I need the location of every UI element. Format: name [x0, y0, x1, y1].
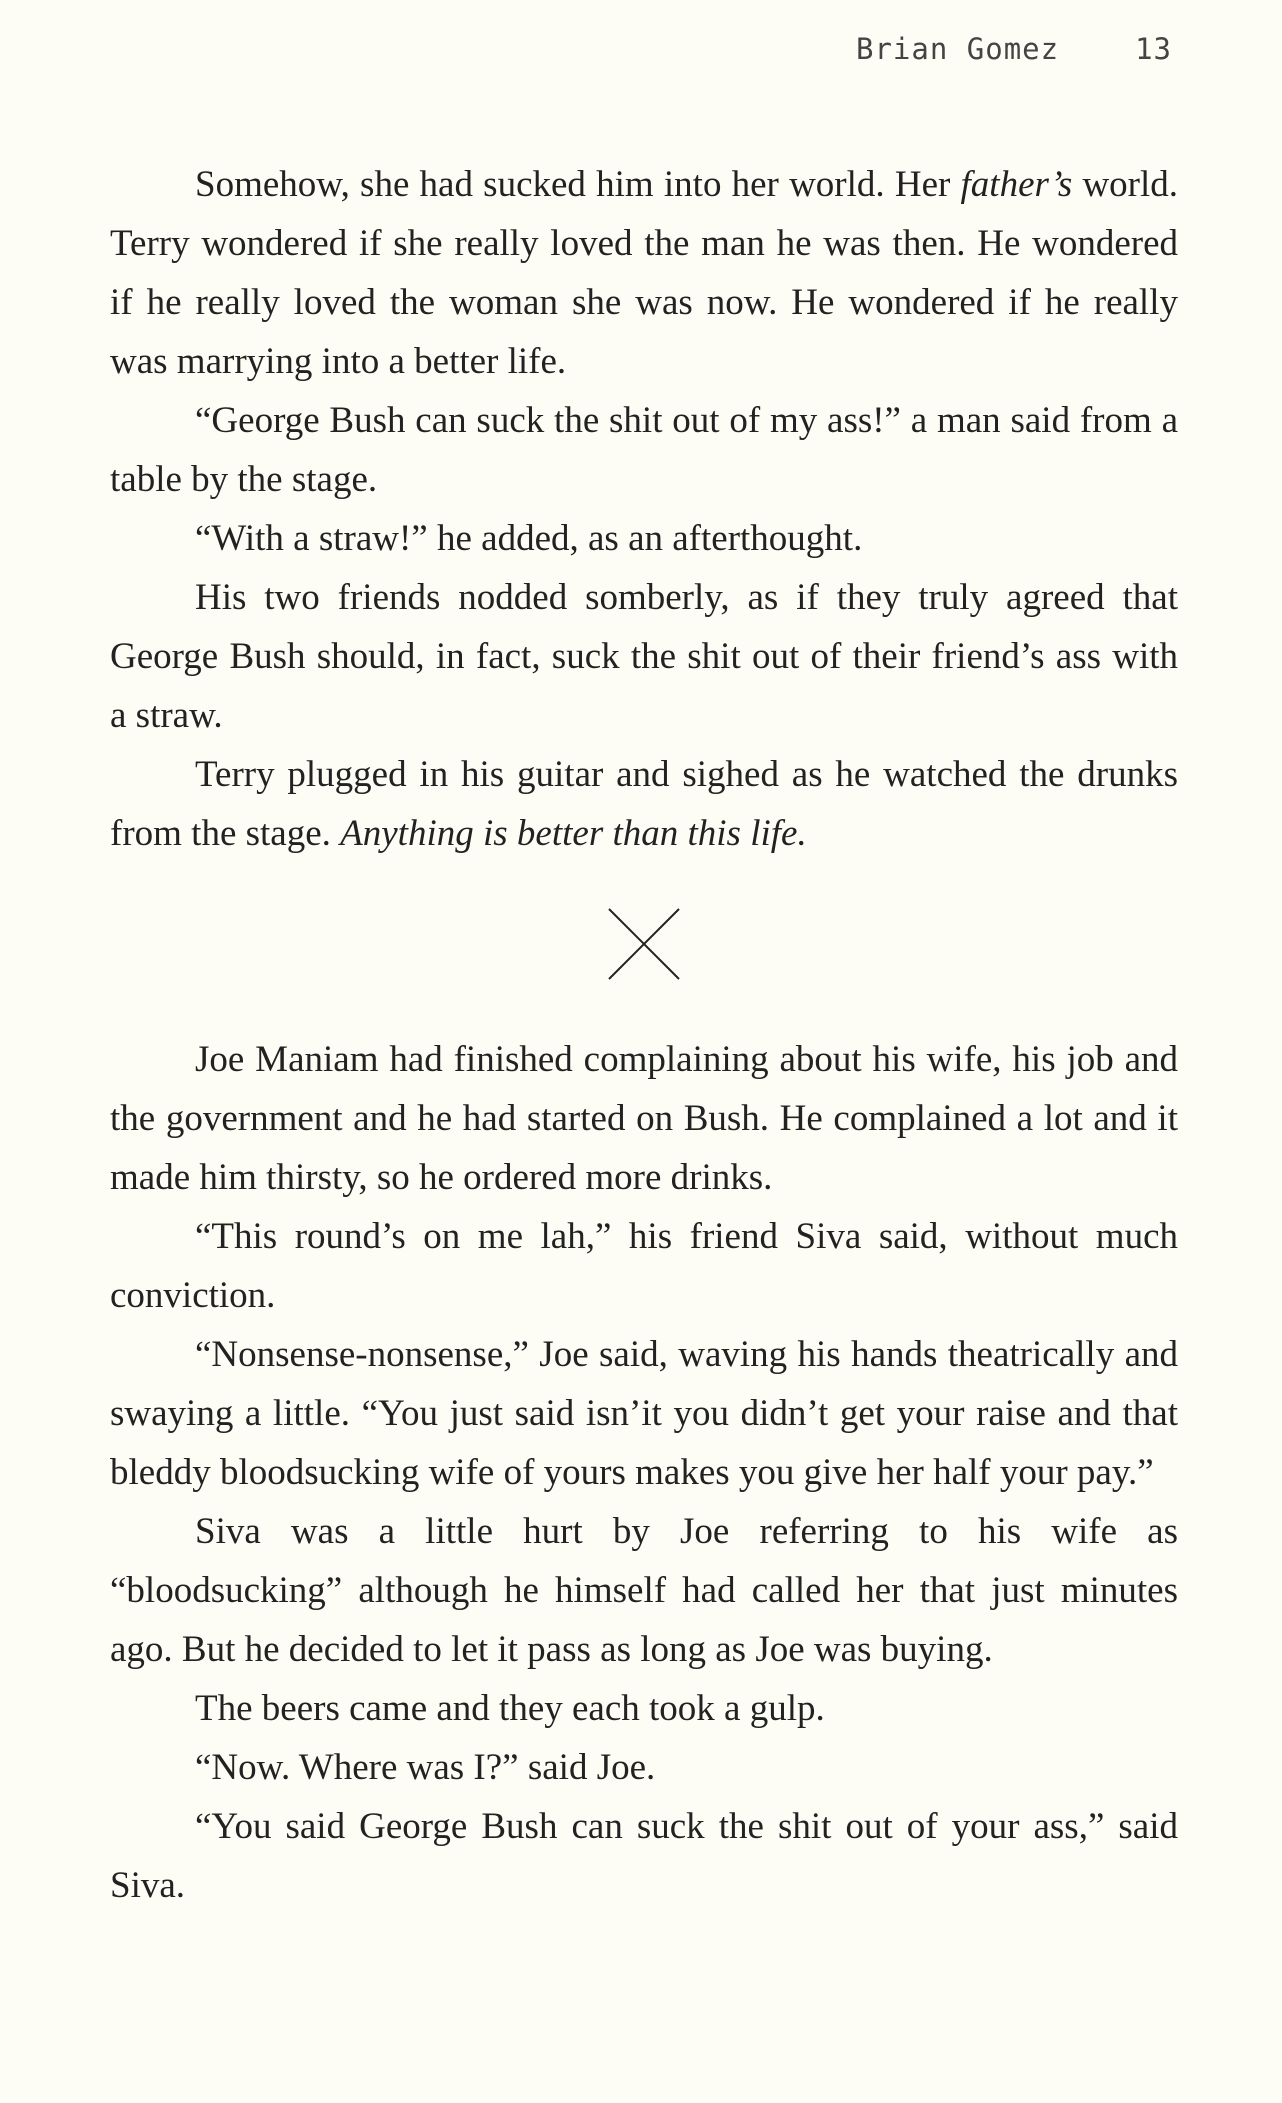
paragraph: “With a straw!” he added, as an afterthought.: [195, 518, 863, 559]
paragraph: “You said George Bush can suck the shit out of your ass,” said Siva.: [110, 1806, 1178, 1906]
italic-text: father’s: [960, 164, 1073, 205]
section-two: [110, 1030, 1178, 1915]
paragraph: “George Bush can suck the shit out of my ass!” a man said from a table by the stage.: [110, 400, 1178, 500]
paragraph: “This round’s on me lah,” his friend Siva said, without much conviction.: [110, 1216, 1178, 1316]
section-one: [110, 155, 1178, 863]
paragraph: “Now. Where was I?” said Joe.: [195, 1747, 656, 1788]
page-number: 13: [1135, 32, 1172, 66]
page-header: [856, 32, 1172, 66]
x-cross-icon: [607, 907, 681, 981]
paragraph: Joe Maniam had finished complaining about his wife, his job and the government and he had started on Bush. He complained a lot and it made him thirsty, so he ordered more drinks.: [110, 1039, 1178, 1198]
italic-text: Anything is better than this life.: [340, 813, 807, 854]
paragraph: [110, 745, 1178, 863]
paragraph: His two friends nodded somberly, as if they truly agreed that George Bush should, in fact, suck the shit out of their friend’s ass with a straw.: [110, 577, 1178, 736]
paragraph: [110, 155, 1178, 391]
paragraph-text: world. Terry wondered if she really loved the man he was then. He wondered if he really loved the woman she was now. He wondered if he really was marrying into a better life.: [110, 164, 1179, 382]
paragraph: Siva was a little hurt by Joe referring to his wife as “bloodsucking” although he himself had called her that just minutes ago. But he decided to let it pass as long as Joe was buying.: [110, 1511, 1178, 1670]
paragraph-text: Somehow, she had sucked him into her world. Her: [195, 164, 951, 205]
paragraph-text: Terry plugged in his guitar and sighed as he watched the drunks from the stage.: [110, 754, 1178, 854]
paragraph: The beers came and they each took a gulp.: [195, 1688, 825, 1729]
paragraph: “Nonsense-nonsense,” Joe said, waving his hands theatrically and swaying a little. “You just said isn’it you didn’t get your raise and that bleddy bloodsucking wife of yours makes you give her half your pay.”: [110, 1334, 1178, 1493]
running-head-author: Brian Gomez: [856, 32, 1060, 66]
